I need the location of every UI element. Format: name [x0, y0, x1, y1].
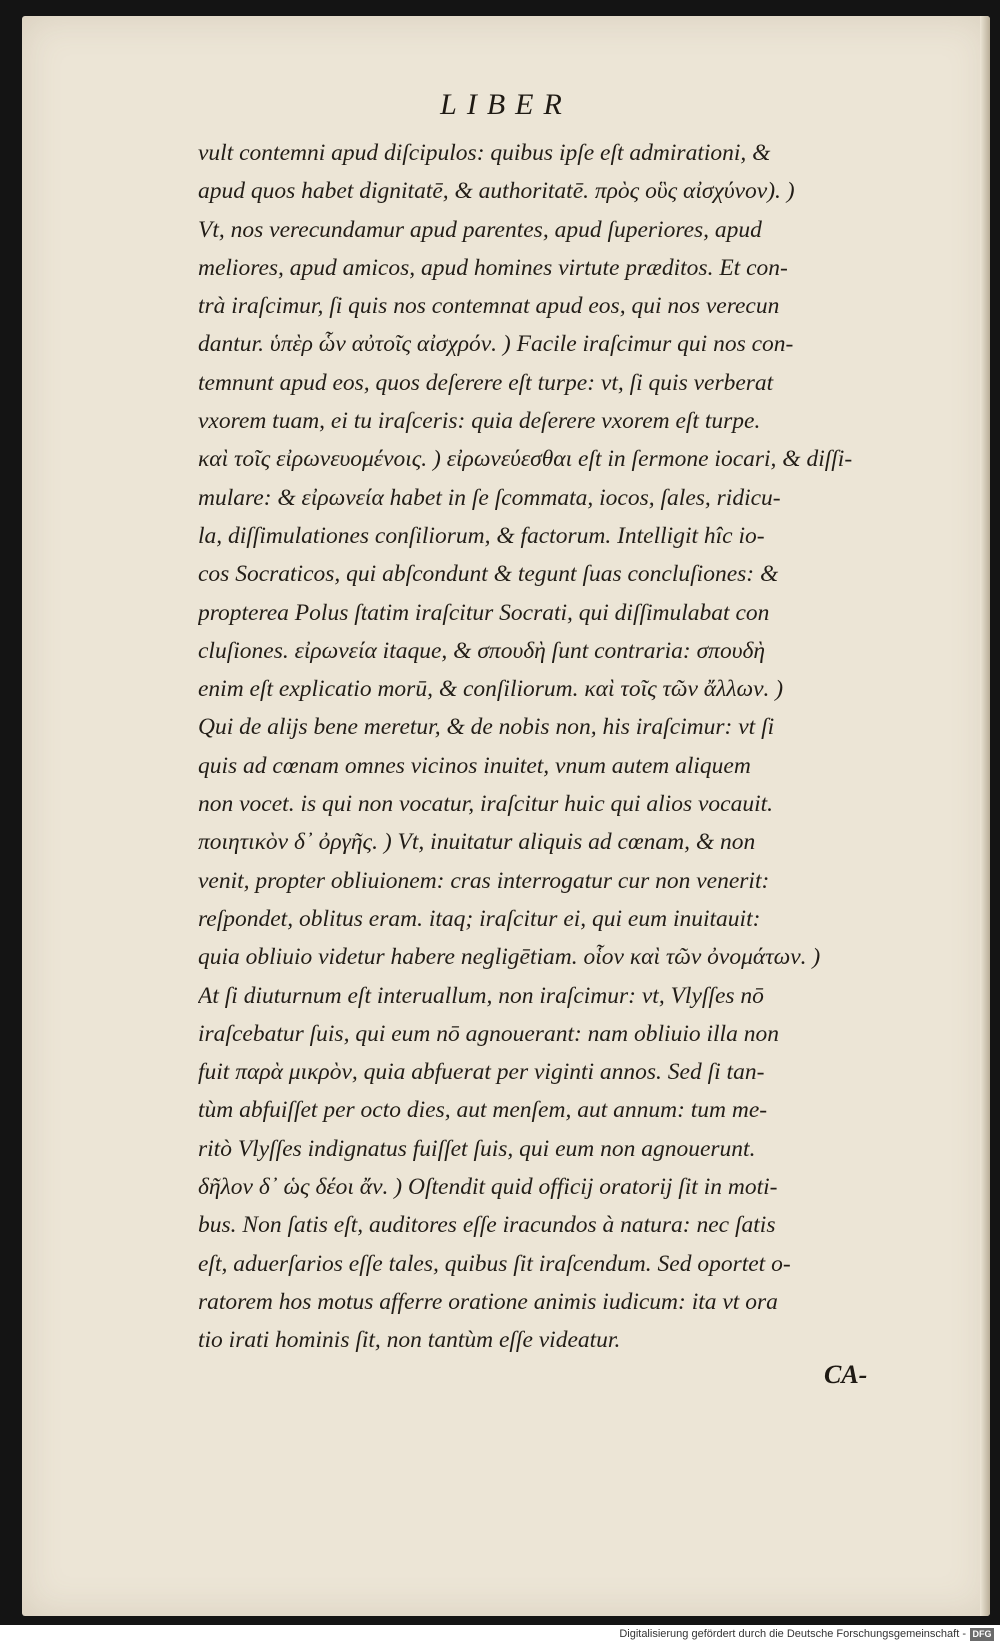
text-line: At ſi diuturnum eſt interuallum, non iraſcimur: vt, Vlyſſes nō	[198, 982, 764, 1009]
text-line: ποιητικὸν δ᾽ ὀργῆς. ) Vt, inuitatur aliquis ad cœnam, & non	[198, 829, 756, 856]
text-line: δῆλον δ᾽ ὡς δέοι ἄν. ) Oſtendit quid officij oratorij ſit in moti-	[198, 1174, 778, 1201]
text-line: propterea Polus ſtatim iraſcitur Socrati, qui diſſimulabat con	[198, 599, 770, 626]
text-line: quis ad cœnam omnes vicinos inuitet, vnum autem aliquem	[198, 752, 751, 779]
text-line: dantur. ὑπὲρ ὧν αὐτοῖς αἰσχρόν. ) Facile iraſcimur qui nos con-	[198, 331, 794, 358]
text-line: la, diſſimulationes conſiliorum, & factorum. Intelligit hîc io-	[198, 522, 765, 549]
funding-credit: Digitalisierung gefördert durch die Deutsche Forschungsgemeinschaft -	[619, 1628, 966, 1640]
text-line: fuit παρὰ μικρὸν, quia abfuerat per viginti annos. Sed ſi tan-	[198, 1059, 765, 1086]
text-line: tio irati hominis ſit, non tantùm eſſe videatur.	[198, 1327, 621, 1354]
text-line: ritò Vlyſſes indignatus fuiſſet ſuis, qui eum non agnouerunt.	[198, 1135, 756, 1162]
text-line: Qui de alijs bene meretur, & de nobis non, his iraſcimur: vt ſi	[198, 714, 775, 741]
text-line: ratorem hos motus afferre oratione animis iudicum: ita vt ora	[198, 1288, 778, 1315]
footer-bar	[0, 1625, 1000, 1645]
text-line: eſt, aduerſarios eſſe tales, quibus ſit iraſcendum. Sed oportet o-	[198, 1250, 791, 1277]
text-line: venit, propter obliuionem: cras interrogatur cur non venerit:	[198, 867, 770, 894]
running-head: LIBER	[440, 88, 572, 121]
text-line: temnunt apud eos, quos deſerere eſt turpe: vt, ſi quis verberat	[198, 369, 774, 396]
dfg-logo-icon: DFG	[970, 1628, 994, 1641]
text-line: non vocet. is qui non vocatur, iraſcitur huic qui alios vocauit.	[198, 791, 774, 818]
text-line: quia obliuio videtur habere negligētiam. οἷον καὶ τῶν ὀνομάτων. )	[198, 944, 821, 971]
text-line: trà iraſcimur, ſi quis nos contemnat apud eos, qui nos verecun	[198, 293, 780, 320]
page-edge	[980, 16, 990, 1616]
text-line: reſpondet, oblitus eram. itaq; iraſcitur ei, qui eum inuitauit:	[198, 905, 761, 932]
text-line: cos Socraticos, qui abſcondunt & tegunt ſuas concluſiones: &	[198, 561, 779, 588]
catchword: CA-	[824, 1360, 868, 1389]
text-line: vult contemni apud diſcipulos: quibus ipſe eſt admirationi, &	[198, 140, 771, 166]
text-line: tùm abfuiſſet per octo dies, aut menſem, aut annum: tum me-	[198, 1097, 768, 1124]
text-line: meliores, apud amicos, apud homines virtute præditos. Et con-	[198, 254, 788, 281]
text-line: καὶ τοῖς εἰρωνευομένοις. ) εἰρωνεύεσθαι eſt in ſermone iocari, & diſſi-	[198, 446, 853, 473]
text-line: vxorem tuam, ei tu iraſceris: quia deſerere vxorem eſt turpe.	[198, 408, 761, 435]
book-page	[22, 16, 990, 1616]
text-line: bus. Non ſatis eſt, auditores eſſe iracundos à natura: nec ſatis	[198, 1212, 776, 1239]
text-line: mulare: & εἰρωνεία habet in ſe ſcommata, iocos, ſales, ridicu-	[198, 484, 781, 511]
text-line: apud quos habet dignitatē, & authoritatē. πρὸς οὓς αἰσχύνον). )	[198, 178, 795, 205]
text-line: iraſcebatur ſuis, qui eum nō agnouerant: nam obliuio illa non	[198, 1020, 779, 1047]
text-line: Vt, nos verecundamur apud parentes, apud ſuperiores, apud	[198, 216, 762, 243]
text-block	[198, 134, 958, 1360]
text-line: cluſiones. εἰρωνεία itaque, & σπουδὴ ſunt contraria: σπουδὴ	[198, 637, 766, 664]
text-line: enim eſt explicatio morū, & conſiliorum. καὶ τοῖς τῶν ἄλλων. )	[198, 676, 784, 703]
